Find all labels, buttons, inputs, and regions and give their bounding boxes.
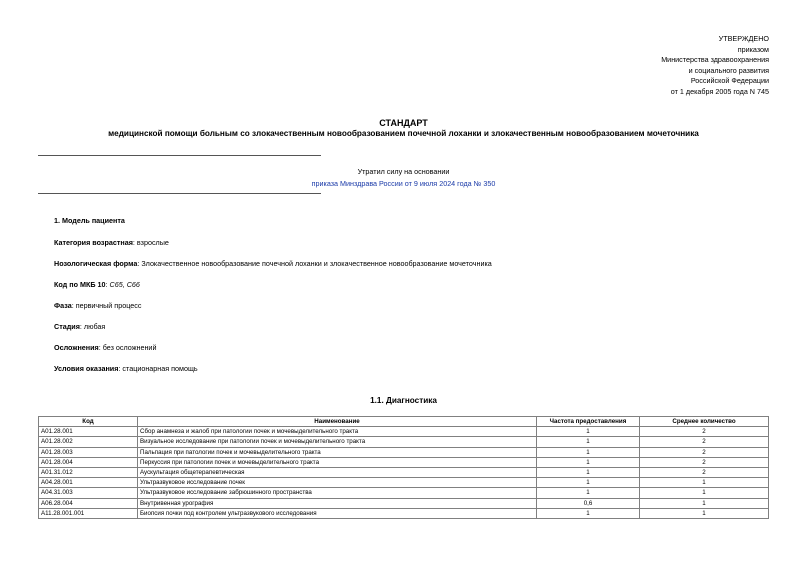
cell-average-count: 2 — [640, 427, 769, 437]
table-row — [39, 498, 769, 508]
complications-label: Осложнения — [54, 343, 99, 352]
cell-frequency: 1 — [537, 508, 640, 518]
icd-label: Код по МКБ 10 — [54, 280, 106, 289]
care-conditions-value: : стационарная помощь — [118, 364, 198, 373]
divider-bottom — [38, 193, 321, 194]
table-row — [39, 478, 769, 488]
approval-line: и социального развития — [688, 65, 769, 75]
lost-force-link[interactable]: приказа Минздрава России от 9 июля 2024 года № 350 — [311, 179, 496, 188]
age-category-label: Категория возрастная — [54, 238, 133, 247]
icd-separator: : — [105, 280, 110, 289]
table-row — [39, 427, 769, 437]
stage-value: : любая — [79, 322, 106, 331]
table-header-row — [39, 417, 769, 427]
table-row — [39, 437, 769, 447]
complications-value: : без осложнений — [98, 343, 157, 352]
age-category — [54, 238, 169, 247]
cell-name: Ультразвуковое исследование почек — [138, 478, 537, 488]
phase — [54, 301, 141, 310]
cell-code: A01.28.004 — [39, 457, 138, 467]
cell-frequency: 1 — [537, 457, 640, 467]
patient-model-heading — [54, 216, 125, 225]
nosology-form — [54, 259, 492, 268]
care-conditions-label: Условия оказания — [54, 364, 119, 373]
approval-block — [661, 34, 769, 98]
column-header-frequency: Частота предоставления — [537, 417, 640, 427]
lost-force-note — [0, 166, 807, 190]
cell-name: Аускультация общетерапевтическая — [138, 468, 537, 478]
cell-code: A04.28.001 — [39, 478, 138, 488]
cell-code: A04.31.003 — [39, 488, 138, 498]
phase-label: Фаза — [54, 301, 72, 310]
cell-name: Сбор анамнеза и жалоб при патологии почек и мочевыделительного тракта — [138, 427, 537, 437]
stage-label: Стадия — [54, 322, 80, 331]
cell-name: Внутривенная урография — [138, 498, 537, 508]
approval-line: Министерства здравоохранения — [661, 55, 769, 65]
nosology-label: Нозологическая форма — [54, 259, 138, 268]
column-header-name: Наименование — [138, 417, 537, 427]
nosology-value: : Злокачественное новообразование почечной лоханки и злокачественное новообразование мочеточника — [137, 259, 492, 268]
cell-frequency: 1 — [537, 488, 640, 498]
approval-line: от 1 декабря 2005 года N 745 — [670, 86, 769, 96]
approval-line: приказом — [737, 44, 769, 54]
diagnostics-title: 1.1. Диагностика — [370, 396, 437, 405]
divider-top — [38, 155, 321, 156]
cell-average-count: 2 — [640, 447, 769, 457]
standard-subtitle: медицинской помощи больным со злокачественным новообразованием почечной лоханки и злокачественным новообразованием мочеточника — [108, 129, 699, 138]
cell-average-count: 1 — [640, 498, 769, 508]
cell-name: Визуальное исследование при патологии почек и мочевыделительного тракта — [138, 437, 537, 447]
table-row — [39, 508, 769, 518]
cell-average-count: 2 — [640, 437, 769, 447]
cell-code: A01.28.001 — [39, 427, 138, 437]
cell-name: Пальпация при патологии почек и мочевыделительного тракта — [138, 447, 537, 457]
cell-code: A01.28.002 — [39, 437, 138, 447]
care-conditions — [54, 364, 198, 373]
cell-frequency: 1 — [537, 468, 640, 478]
age-category-value: : взрослые — [132, 238, 169, 247]
cell-frequency: 1 — [537, 437, 640, 447]
approval-line: УТВЕРЖДЕНО — [718, 34, 769, 43]
table-row — [39, 447, 769, 457]
icd-value: C65, C66 — [109, 280, 140, 289]
cell-code: A01.31.012 — [39, 468, 138, 478]
cell-name: Ультразвуковое исследование забрюшинного пространства — [138, 488, 537, 498]
phase-value: : первичный процесс — [71, 301, 142, 310]
cell-code: A11.28.001.001 — [39, 508, 138, 518]
column-header-average-count: Среднее количество — [640, 417, 769, 427]
cell-frequency: 1 — [537, 478, 640, 488]
cell-name: Биопсия почки под контролем ультразвукового исследования — [138, 508, 537, 518]
column-header-code: Код — [39, 417, 138, 427]
cell-frequency: 0,6 — [537, 498, 640, 508]
cell-average-count: 1 — [640, 478, 769, 488]
patient-model-heading-text: 1. Модель пациента — [54, 216, 125, 225]
cell-average-count: 1 — [640, 508, 769, 518]
table-row — [39, 488, 769, 498]
cell-average-count: 2 — [640, 457, 769, 467]
cell-frequency: 1 — [537, 447, 640, 457]
cell-code: A06.28.004 — [39, 498, 138, 508]
cell-name: Перкуссия при патологии почек и мочевыделительного тракта — [138, 457, 537, 467]
stage — [54, 322, 105, 331]
table-row — [39, 457, 769, 467]
cell-code: A01.28.003 — [39, 447, 138, 457]
cell-average-count: 1 — [640, 488, 769, 498]
cell-frequency: 1 — [537, 427, 640, 437]
approval-line: Российской Федерации — [690, 76, 769, 86]
lost-force-text: Утратил силу на основании — [357, 167, 450, 176]
table-row — [39, 468, 769, 478]
icd-code — [54, 280, 140, 289]
complications — [54, 343, 156, 352]
cell-average-count: 2 — [640, 468, 769, 478]
diagnostics-table — [38, 416, 769, 519]
standard-title: СТАНДАРТ — [379, 118, 428, 128]
